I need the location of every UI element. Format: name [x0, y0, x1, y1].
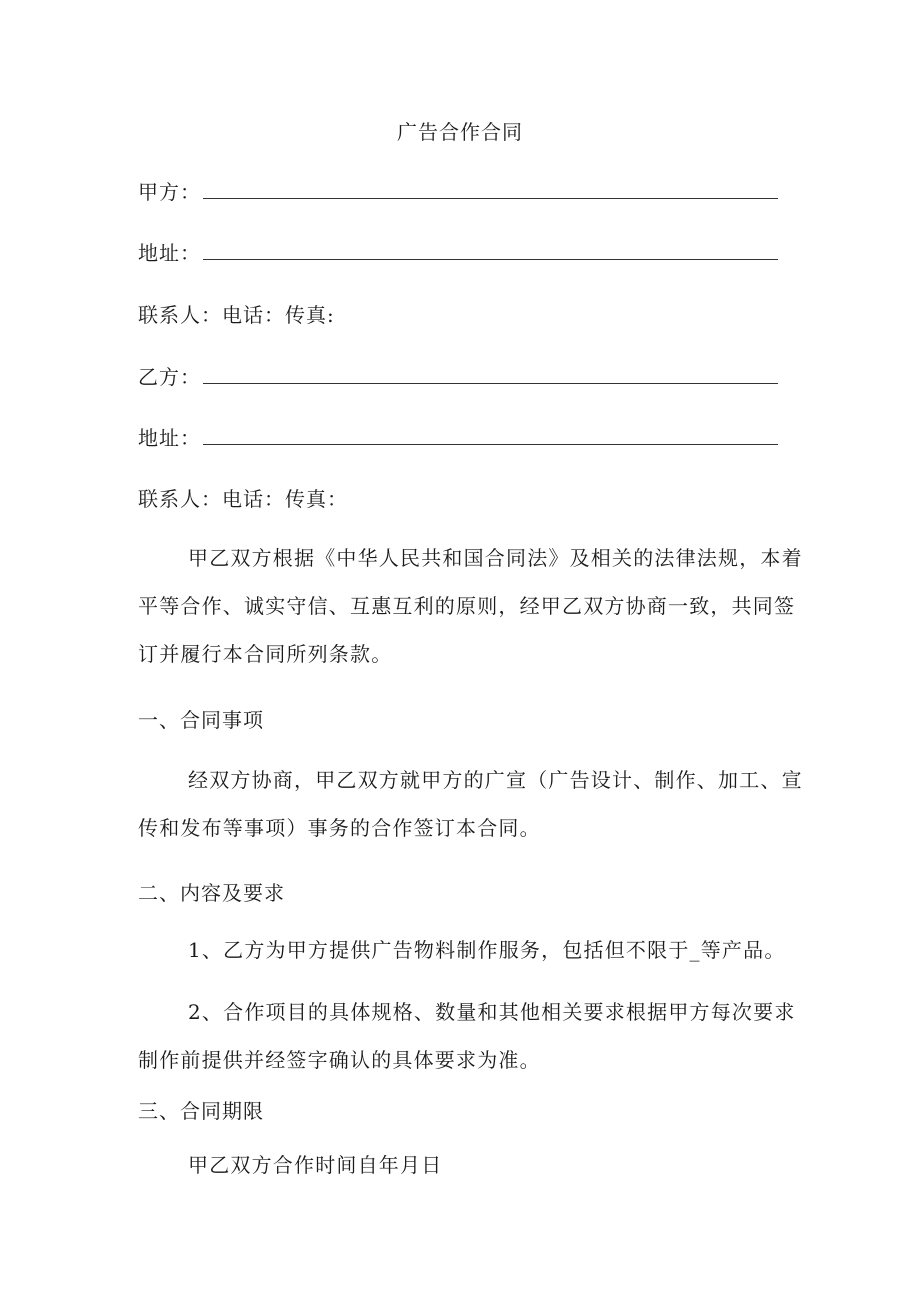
- party-a-address-label: 地址：: [138, 241, 201, 265]
- party-b-contact-line: 联系人：电话：传真：: [138, 487, 348, 511]
- party-a-contact-line: 联系人：电话：传真:: [138, 303, 335, 327]
- party-a-blank-line: [203, 198, 778, 199]
- section-2-item-2: 2、合作项目的具体规格、数量和其他相关要求根据甲方每次要求制作前提供并经签字确认的具体要求为准。: [138, 1000, 796, 1072]
- party-b-label: 乙方：: [138, 365, 201, 389]
- party-b-blank-line: [203, 383, 778, 384]
- section-3-heading: 三、合同期限: [138, 1099, 264, 1123]
- document-title: 广告合作合同: [397, 120, 523, 144]
- section-3-body: 甲乙双方合作时间自年月日: [188, 1153, 443, 1177]
- party-b-address-label: 地址：: [138, 426, 201, 450]
- section-1-body: 经双方协商，甲乙双方就甲方的广宣（广告设计、制作、加工、宣传和发布等事项）事务的合作签订本合同。: [138, 768, 803, 840]
- preamble-paragraph: 甲乙双方根据《中华人民共和国合同法》及相关的法律法规，本着平等合作、诚实守信、互惠互利的原则，经甲乙双方协商一致，共同签订并履行本合同所列条款。: [138, 546, 803, 666]
- section-1-heading: 一、合同事项: [138, 708, 264, 732]
- party-a-field: [138, 176, 778, 206]
- party-a-address-field: [138, 237, 778, 267]
- party-b-address-field: [138, 422, 778, 452]
- party-a-address-blank-line: [203, 259, 778, 260]
- party-b-address-blank-line: [203, 444, 778, 445]
- party-a-label: 甲方：: [138, 180, 201, 204]
- party-b-field: [138, 361, 778, 391]
- section-2-heading: 二、内容及要求: [138, 881, 285, 905]
- section-2-item-1: 1、乙方为甲方提供广告物料制作服务，包括但不限于_等产品。: [188, 938, 786, 962]
